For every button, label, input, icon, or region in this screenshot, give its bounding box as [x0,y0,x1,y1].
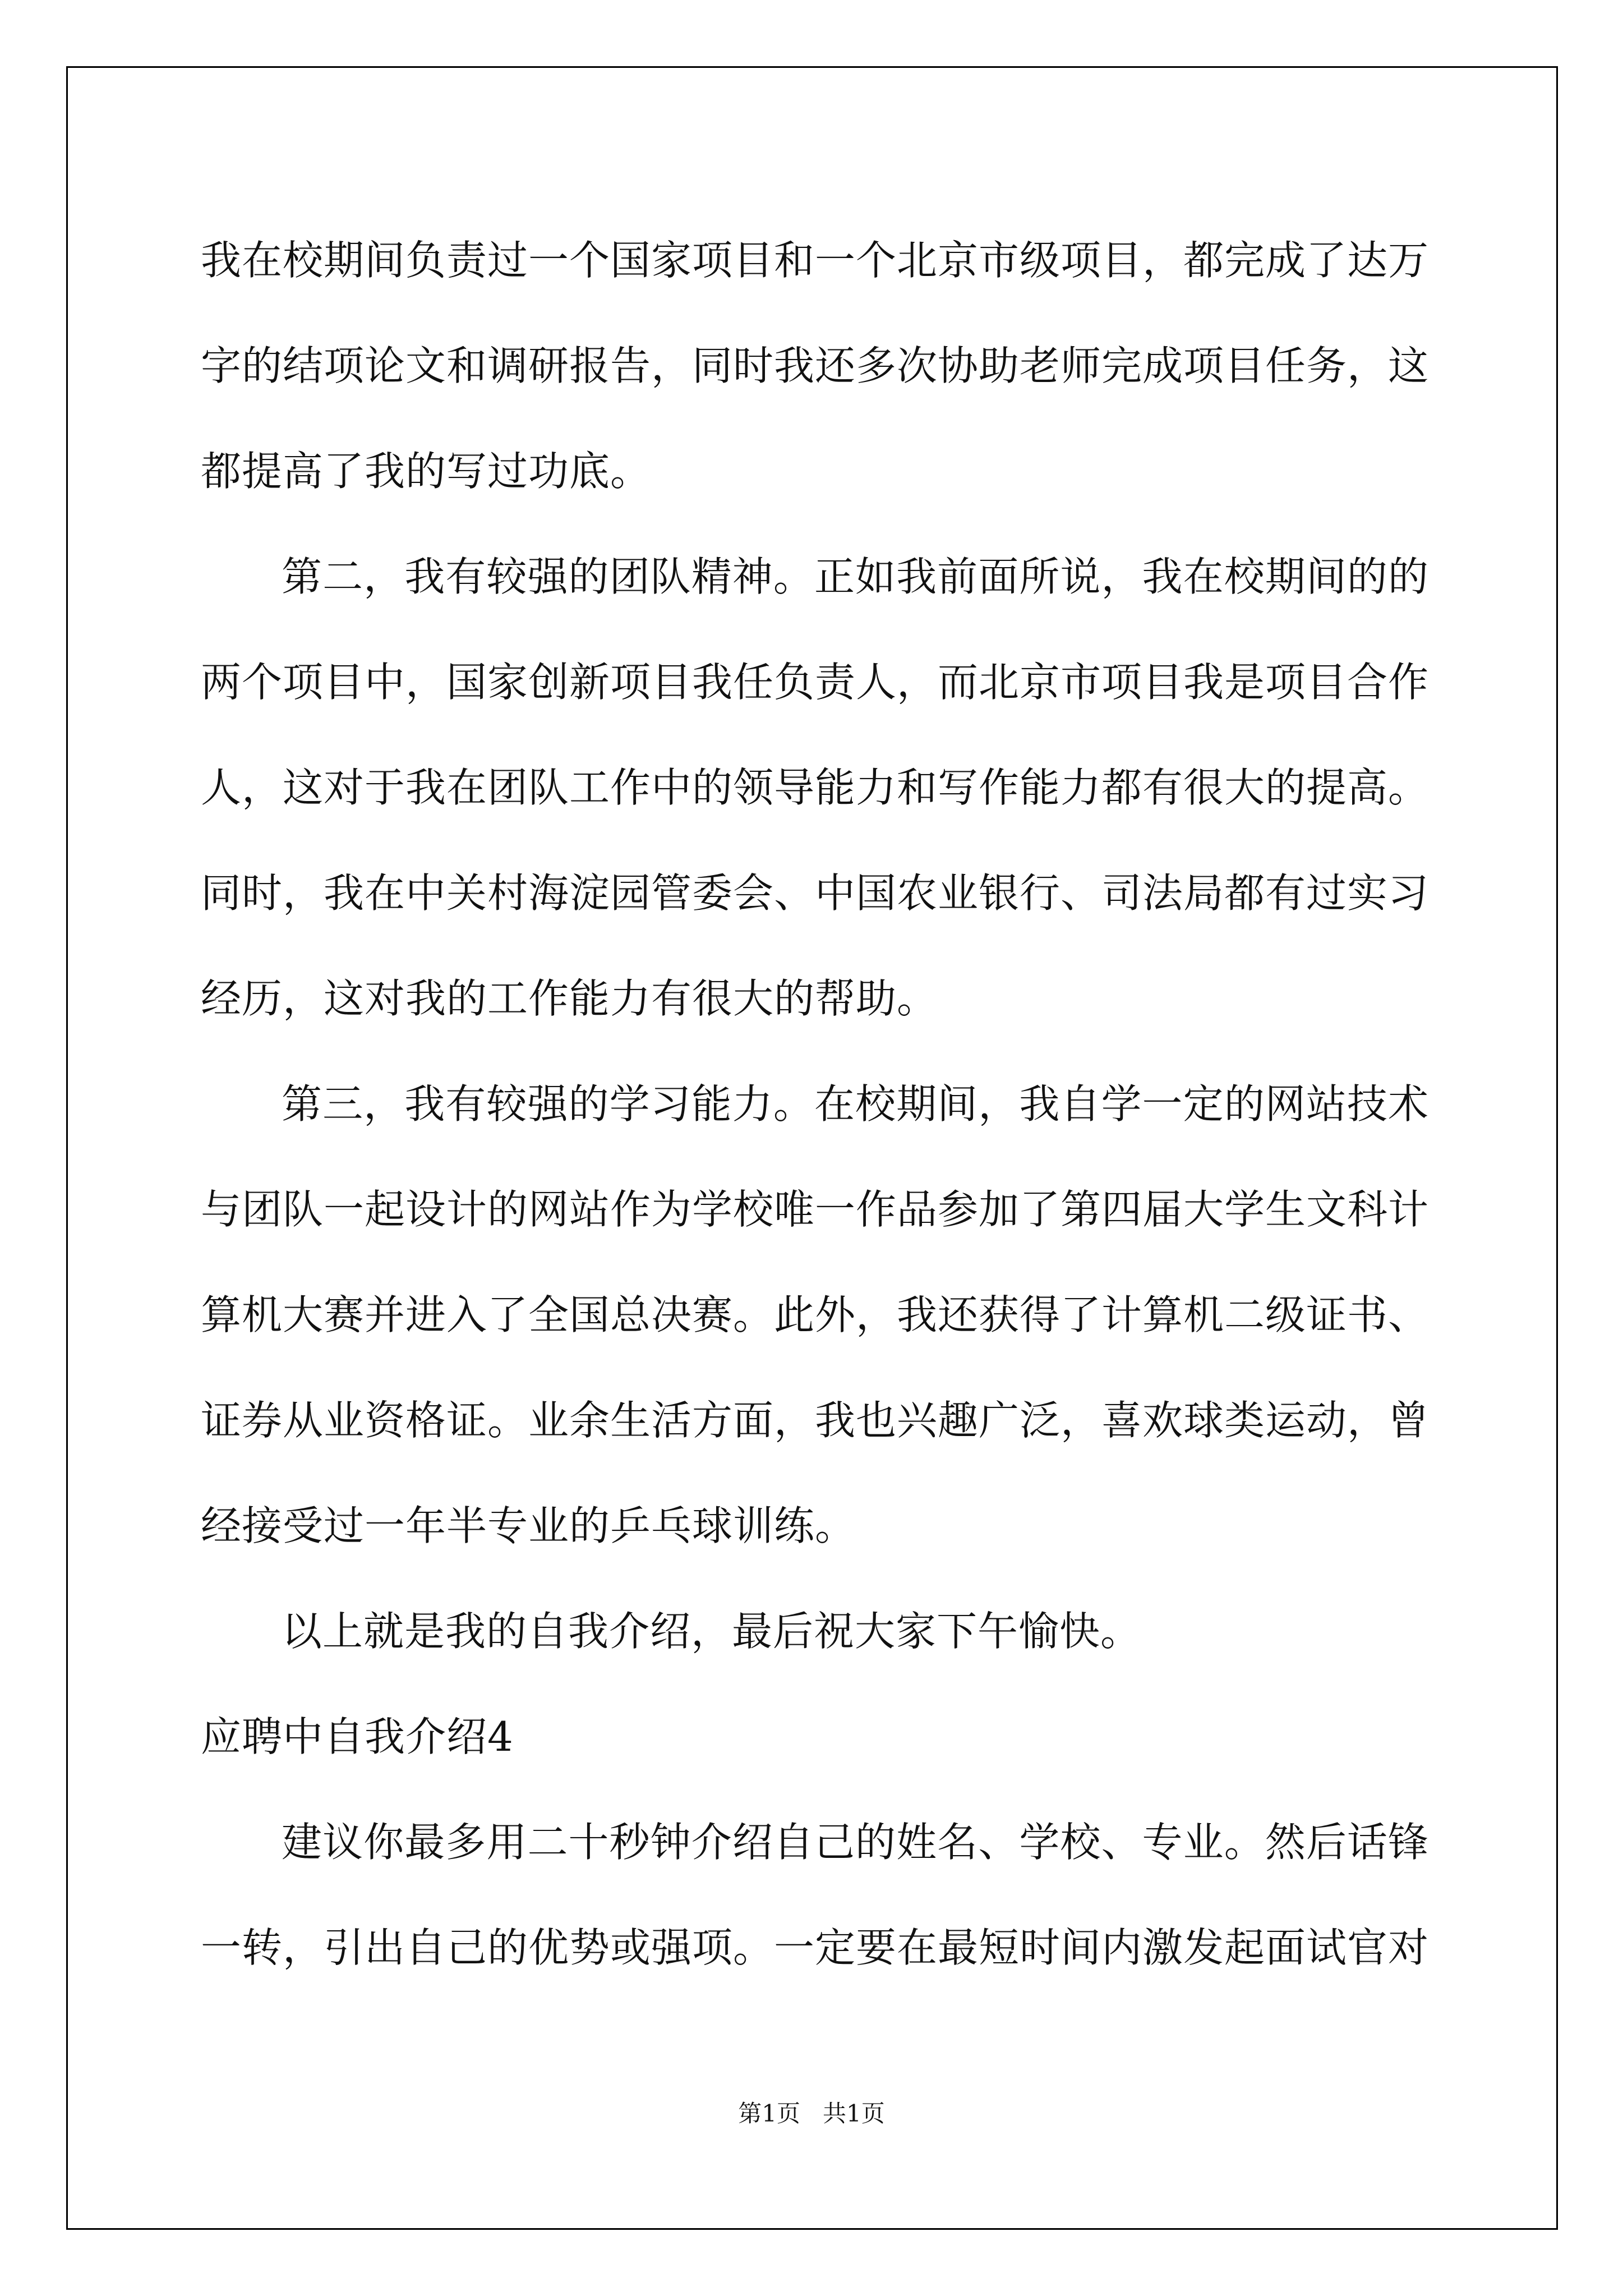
paragraph-line: 以上就是我的自我介绍，最后祝大家下午愉快。 [282,1608,1142,1655]
paragraph-line: 第三，我有较强的学习能力。在校期间，我自学一定的网站技术 [282,1080,1429,1128]
paragraph-line: 字的结项论文和调研报告，同时我还多次协助老师完成项目任务，这 [201,342,1430,389]
paragraph-line: 建议你最多用二十秒钟介绍自己的姓名、学校、专业。然后话锋 [282,1819,1429,1866]
paragraph-line: 证券从业资格证。业余生活方面，我也兴趣广泛，喜欢球类运动，曾 [201,1397,1430,1444]
paragraph-line: 经历，这对我的工作能力有很大的帮助。 [201,975,938,1022]
page-number-current: 第1页 [738,2100,800,2127]
paragraph-line: 一转，引出自己的优势或强项。一定要在最短时间内激发起面试官对 [201,1924,1430,1971]
document-body [201,208,1429,2000]
paragraph-line: 第二，我有较强的团队精神。正如我前面所说，我在校期间的的 [282,553,1429,600]
section-heading: 应聘中自我介绍4 [201,1713,514,1760]
page-number-total: 共1页 [823,2100,885,2127]
paragraph-line: 经接受过一年半专业的乒乓球训练。 [201,1502,856,1549]
paragraph-line: 算机大赛并进入了全国总决赛。此外，我还获得了计算机二级证书、 [201,1291,1430,1338]
paragraph-line: 都提高了我的写过功底。 [201,448,652,495]
paragraph-line: 同时，我在中关村海淀园管委会、中国农业银行、司法局都有过实习 [201,869,1430,917]
paragraph-line: 我在校期间负责过一个国家项目和一个北京市级项目，都完成了达万 [201,237,1430,284]
paragraph-line: 两个项目中，国家创新项目我任负责人，而北京市项目我是项目合作 [201,659,1430,706]
paragraph-line: 与团队一起设计的网站作为学校唯一作品参加了第四届大学生文科计 [201,1186,1430,1233]
page-footer [0,2097,1623,2131]
paragraph-line: 人，这对于我在团队工作中的领导能力和写作能力都有很大的提高。 [201,764,1430,811]
